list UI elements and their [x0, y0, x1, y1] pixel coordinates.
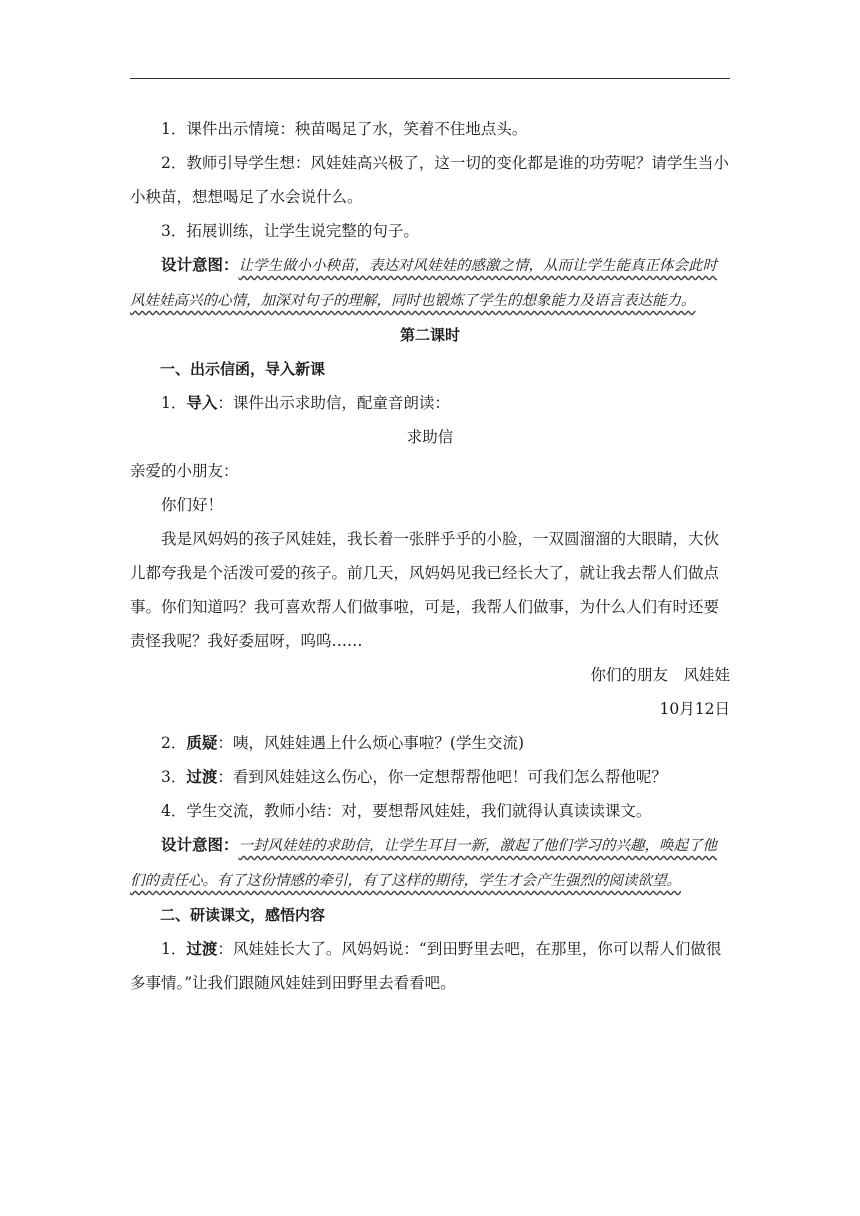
item-number: 3．: [161, 768, 187, 786]
design-intent-2: [130, 828, 730, 898]
part1-item-1: [130, 386, 730, 420]
part2-item-1: [130, 932, 730, 1000]
letter-date: 10月12日: [659, 700, 730, 718]
design-intent-label: 设计意图：: [161, 256, 239, 274]
item-number: 1．: [161, 940, 187, 958]
item-label: 过渡: [186, 940, 218, 958]
letter-title: 求助信: [406, 428, 454, 446]
item-text: ：课件出示求助信，配童音朗读：: [217, 394, 450, 412]
letter-body: 我是风妈妈的孩子风娃娃，我长着一张胖乎乎的小脸，一双圆溜溜的大眼睛，大伙儿都夸我是个活泼可爱的孩子。前几天，风妈妈见我已经长大了，就让我去帮人们做点事。你们知道吗？我可喜欢帮人们做事啦，可是，我帮人们做事，为什么人们有时还要责怪我呢？我好委屈呀，呜呜……: [130, 530, 720, 650]
item-label: 导入: [186, 394, 218, 412]
part1-item-2: [130, 726, 730, 760]
letter-signature: 你们的朋友 风娃娃: [590, 666, 730, 684]
letter-greeting: 亲爱的小朋友：: [130, 462, 239, 480]
item-text: ：风娃娃长大了。风妈妈说：“到田野里去吧，在那里，你可以帮人们做很多事情。”让我们跟随风娃娃到田野里去看看吧。: [130, 940, 722, 992]
lesson-title: 第二课时: [399, 326, 460, 344]
design-intent-text: 一封风娃娃的求助信，让学生耳目一新，激起了他们学习的兴趣，唤起了他们的责任心。有了这份情感的牵引，有了这样的期待，学生才会产生强烈的阅读欲望。: [130, 838, 718, 889]
part1-item-4: 4．学生交流，教师小结：对，要想帮风娃娃，我们就得认真读读课文。: [161, 802, 652, 820]
part2-heading: 二、研读课文，感悟内容: [160, 906, 326, 924]
step-3: 3．拓展训练，让学生说完整的句子。: [161, 222, 419, 240]
document-body: [130, 112, 730, 1000]
letter-hello: 你们好！: [161, 496, 224, 514]
step-2: 2．教师引导学生想：风娃娃高兴极了，这一切的变化都是谁的功劳呢？请学生当小小秧苗，想想喝足了水会说什么。: [130, 154, 729, 206]
design-intent-text: 让学生做小小秧苗，表达对风娃娃的感激之情，从而让学生能真正体会此时风娃娃高兴的心情，加深对句子的理解，同时也锻炼了学生的想象能力及语言表达能力。: [130, 258, 718, 309]
item-number: 2．: [161, 734, 187, 752]
step-1: 1．课件出示情境：秧苗喝足了水，笑着不住地点头。: [161, 120, 528, 138]
item-label: 质疑: [186, 734, 218, 752]
header-rule: [130, 78, 730, 79]
item-label: 过渡: [186, 768, 218, 786]
item-number: 1．: [161, 394, 187, 412]
part1-item-3: [130, 760, 730, 794]
item-text: ：看到风娃娃这么伤心，你一定想帮帮他吧！可我们怎么帮他呢？: [217, 768, 667, 786]
design-intent-1: [130, 248, 730, 318]
item-text: ：咦，风娃娃遇上什么烦心事啦？(学生交流): [217, 734, 524, 752]
part1-heading: 一、出示信函，导入新课: [160, 360, 326, 378]
design-intent-label: 设计意图：: [161, 836, 239, 854]
